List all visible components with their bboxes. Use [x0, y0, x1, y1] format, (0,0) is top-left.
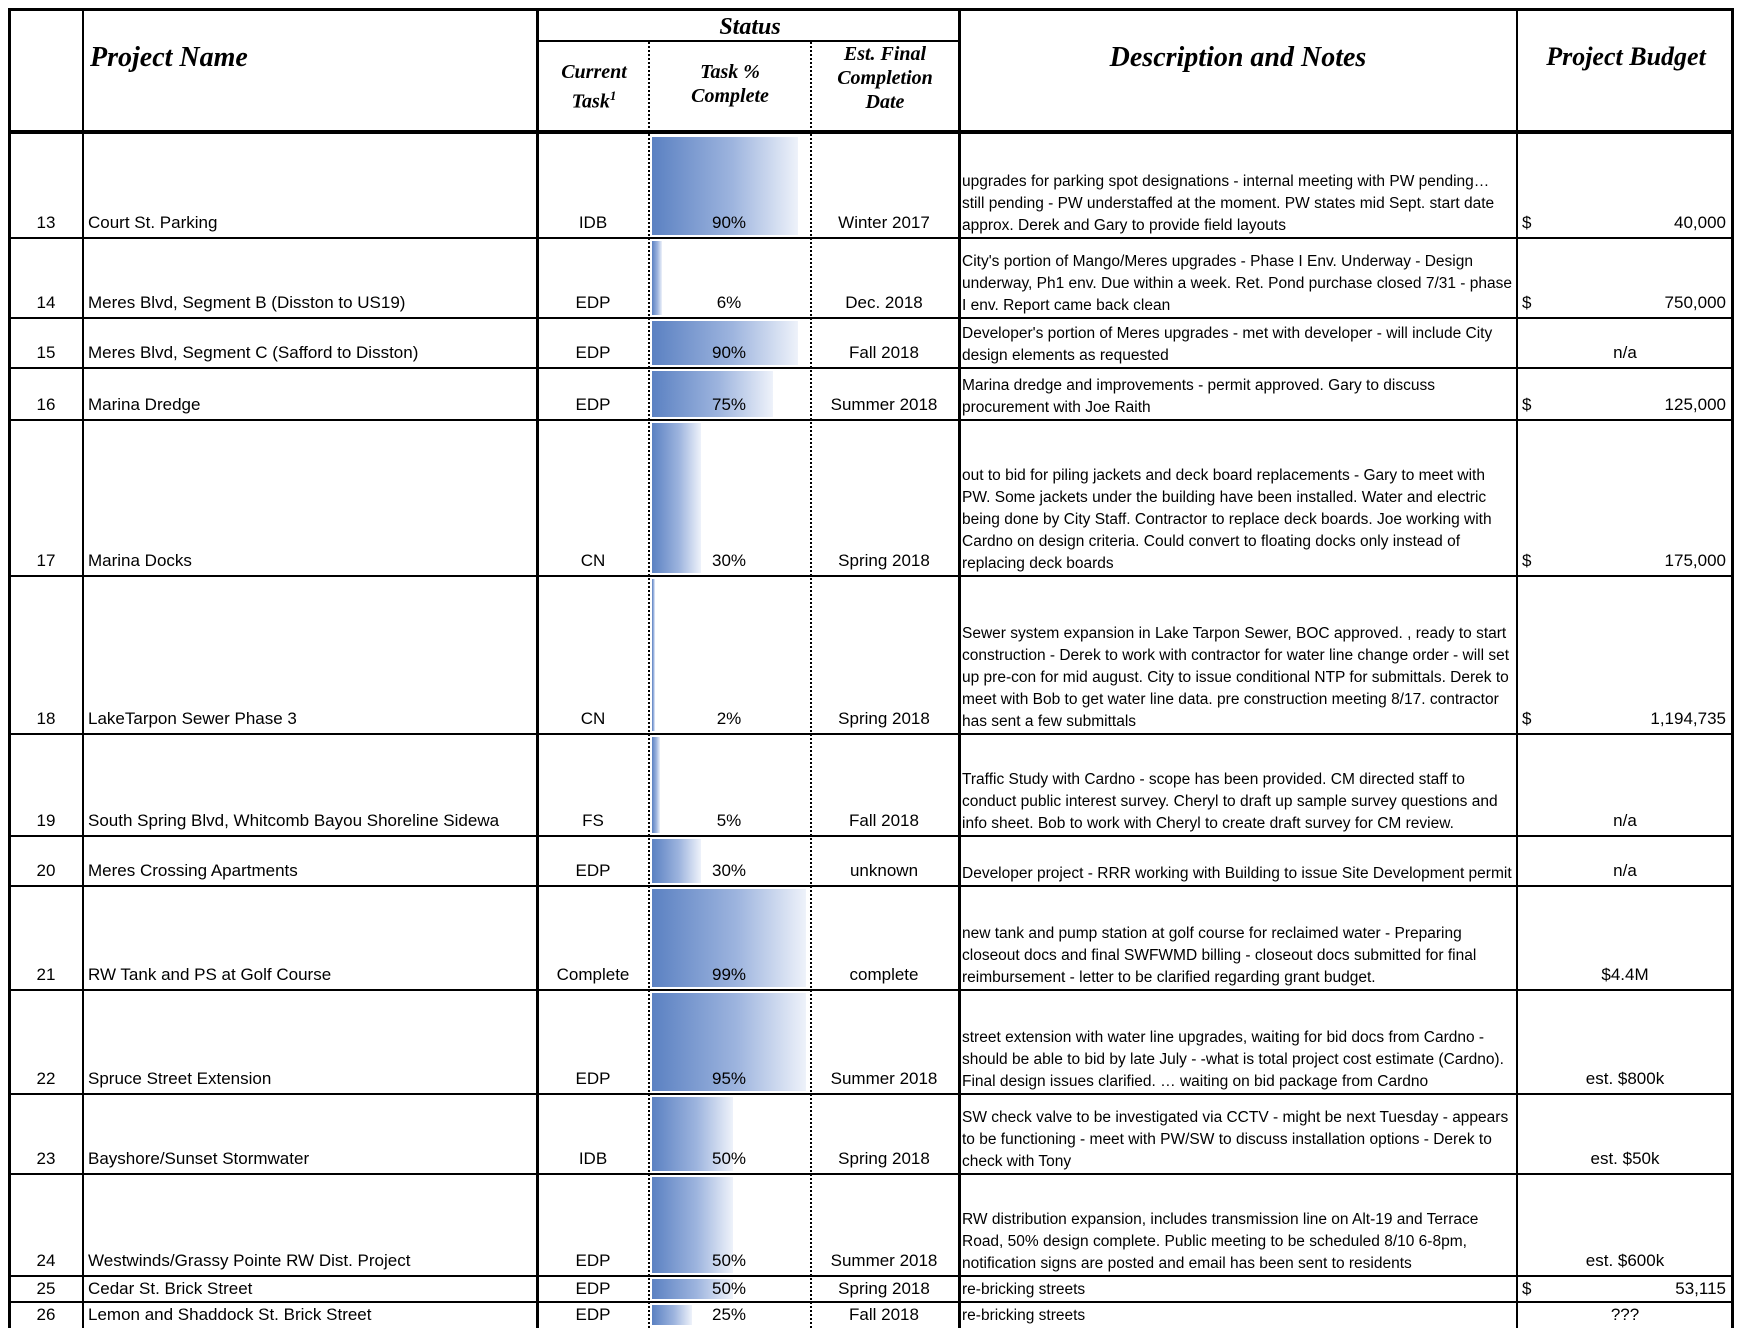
- description-cell: [958, 134, 1516, 238]
- left-border: [8, 8, 11, 1328]
- completion-date-cell: Summer 2018: [830, 1251, 938, 1270]
- row-divider: [8, 367, 1734, 369]
- current-task-cell: EDP: [575, 1251, 611, 1270]
- completion-date-cell: Fall 2018: [849, 343, 919, 362]
- project-name-cell: RW Tank and PS at Golf Course: [88, 965, 332, 984]
- task-percent-cell: 90%: [711, 213, 747, 232]
- row-divider: [8, 835, 1734, 837]
- description-cell: [958, 1174, 1516, 1276]
- budget-value: $4.4M: [1601, 965, 1649, 984]
- header-status: Status: [719, 14, 781, 40]
- completion-date-cell: Dec. 2018: [845, 293, 923, 312]
- row-number: 19: [36, 811, 56, 830]
- description-cell: [958, 576, 1516, 734]
- project-name-cell: South Spring Blvd, Whitcomb Bayou Shoreline Sidewa: [88, 811, 500, 830]
- header-current-task-word: Task: [571, 90, 610, 113]
- project-name-cell: Meres Crossing Apartments: [88, 861, 298, 880]
- completion-date-cell: Fall 2018: [849, 1305, 919, 1324]
- description-text: SW check valve to be investigated via CCTV - might be next Tuesday - appears to be functioning - meet with PW/SW to discuss installation options - Derek to check with Tony: [962, 1109, 1509, 1170]
- budget-value: n/a: [1613, 811, 1637, 830]
- task-percent-cell: 50%: [711, 1279, 747, 1298]
- current-task-cell: EDP: [575, 1279, 611, 1298]
- description-text: Sewer system expansion in Lake Tarpon Sewer, BOC approved. , ready to start construction - Derek to work with contractor for water line change order - will set up pre-con for mid august. City to issue conditional NTP for submittals. Derek to meet with Bob to get water line data. pre construction meeting 8/17. contractor has sent a few submittals: [962, 625, 1510, 730]
- current-task-cell: EDP: [575, 1069, 611, 1088]
- header-current-task-sup: 1: [609, 88, 617, 103]
- current-task-cell: IDB: [578, 213, 608, 232]
- description-text: re-bricking streets: [962, 1307, 1086, 1324]
- description-text: Developer project - RRR working with Building to issue Site Development permit: [962, 865, 1512, 882]
- description-cell: [958, 886, 1516, 990]
- row-divider: [8, 989, 1734, 991]
- current-task-cell: EDP: [575, 861, 611, 880]
- project-name-cell: LakeTarpon Sewer Phase 3: [88, 709, 297, 728]
- project-name-cell: Meres Blvd, Segment C (Safford to Disston): [88, 343, 419, 362]
- description-cell: [958, 1276, 1516, 1302]
- project-name-cell: Marina Dredge: [88, 395, 201, 414]
- task-percent-cell: 5%: [716, 811, 742, 830]
- budget-value: 175,000: [1664, 551, 1726, 570]
- status-underline: [538, 40, 958, 42]
- row-divider: [8, 419, 1734, 421]
- task-percent-cell: 95%: [711, 1069, 747, 1088]
- row-number: 15: [36, 343, 56, 362]
- row-divider: [8, 317, 1734, 319]
- row-number: 23: [36, 1149, 56, 1168]
- top-border: [8, 8, 1734, 11]
- row-number: 16: [36, 395, 56, 414]
- description-cell: [958, 238, 1516, 318]
- desc-col-border: [1516, 8, 1518, 1328]
- completion-date-cell: complete: [849, 965, 919, 984]
- description-text: street extension with water line upgrades, waiting for bid docs from Cardno - should be able to bid by late July - -what is total project cost estimate (Cardno). Final design issues clarified. … waiting on bid package from Cardno: [962, 1029, 1504, 1090]
- header-task-pct: [650, 60, 810, 116]
- completion-date-cell: Summer 2018: [830, 1069, 938, 1088]
- header-current-task-line2: [540, 84, 648, 114]
- task-percent-cell: 30%: [711, 861, 747, 880]
- right-border: [1731, 8, 1734, 1328]
- row-divider: [8, 1093, 1734, 1095]
- budget-currency: $: [1522, 709, 1532, 728]
- description-cell: [958, 1302, 1516, 1328]
- row-divider: [8, 885, 1734, 887]
- row-number: 25: [36, 1279, 56, 1298]
- header-est-final-line1: Est. Final: [843, 43, 927, 65]
- row-number: 20: [36, 861, 56, 880]
- description-cell: [958, 734, 1516, 836]
- current-task-cell: EDP: [575, 293, 611, 312]
- budget-currency: $: [1522, 293, 1532, 312]
- budget-value: n/a: [1613, 861, 1637, 880]
- pct-col-dotted-border: [810, 42, 812, 1328]
- row-number: 13: [36, 213, 56, 232]
- description-text: new tank and pump station at golf course for reclaimed water - Preparing closeout docs and final SWFWMD billing - closeout docs submitted for final reimbursement - letter to be clarified regarding grant budget.: [962, 925, 1477, 986]
- description-cell: [958, 990, 1516, 1094]
- task-col-dotted-border: [648, 42, 650, 1328]
- header-est-final: [812, 42, 958, 122]
- row-number: 14: [36, 293, 56, 312]
- budget-value: est. $800k: [1585, 1069, 1665, 1088]
- budget-value: ???: [1610, 1305, 1640, 1324]
- row-number: 17: [36, 551, 56, 570]
- budget-value: 125,000: [1664, 395, 1726, 414]
- description-text: City's portion of Mango/Meres upgrades - Phase I Env. Underway - Design underway, Ph1 env. Due within a week. Ret. Pond purchase closed 7/31 - phase I env. Report came back clean: [962, 253, 1513, 314]
- project-name-cell: Meres Blvd, Segment B (Disston to US19): [88, 293, 406, 312]
- project-name-cell: Spruce Street Extension: [88, 1069, 272, 1088]
- budget-currency: $: [1522, 213, 1532, 232]
- current-task-cell: Complete: [556, 965, 630, 984]
- current-task-cell: CN: [580, 709, 606, 728]
- row-number: 26: [36, 1305, 56, 1324]
- current-task-cell: EDP: [575, 1305, 611, 1324]
- task-percent-cell: 2%: [716, 709, 742, 728]
- task-percent-cell: 50%: [711, 1149, 747, 1168]
- header-budget: Project Budget: [1546, 42, 1706, 71]
- row-divider: [8, 1275, 1734, 1277]
- completion-date-cell: Summer 2018: [830, 395, 938, 414]
- budget-currency: $: [1522, 551, 1532, 570]
- task-percent-cell: 75%: [711, 395, 747, 414]
- budget-value: 53,115: [1675, 1279, 1726, 1298]
- header-current-task: [540, 60, 648, 116]
- description-text: out to bid for piling jackets and deck board replacements - Gary to meet with PW. Some jackets under the building have been installed. Water and electric being done by City Staff. Contractor to replace deck boards. Joe working with Cardno on design criteria. Could convert to floating docks only instead of replacing deck boards: [962, 467, 1492, 572]
- project-name-cell: Marina Docks: [88, 551, 192, 570]
- description-cell: [958, 318, 1516, 368]
- budget-value: est. $50k: [1590, 1149, 1660, 1168]
- completion-date-cell: Spring 2018: [838, 551, 930, 570]
- description-cell: [958, 836, 1516, 886]
- task-percent-cell: 30%: [711, 551, 747, 570]
- project-name-cell: Lemon and Shaddock St. Brick Street: [88, 1305, 372, 1324]
- task-percent-cell: 50%: [711, 1251, 747, 1270]
- current-task-cell: FS: [582, 811, 604, 830]
- completion-date-cell: Spring 2018: [838, 1279, 930, 1298]
- budget-value: 40,000: [1674, 213, 1726, 232]
- num-col-border: [82, 8, 84, 1328]
- row-divider: [8, 733, 1734, 735]
- project-name-cell: Cedar St. Brick Street: [88, 1279, 253, 1298]
- header-task-pct-line1: Task %: [700, 61, 760, 83]
- task-percent-cell: 6%: [716, 293, 742, 312]
- current-task-cell: EDP: [575, 395, 611, 414]
- completion-date-cell: unknown: [849, 861, 919, 880]
- row-divider: [8, 575, 1734, 577]
- description-text: Marina dredge and improvements - permit approved. Gary to discuss procurement with Joe Raith: [962, 377, 1435, 416]
- header-est-final-line2: Completion: [837, 67, 933, 89]
- project-name-cell: Bayshore/Sunset Stormwater: [88, 1149, 310, 1168]
- row-number: 18: [36, 709, 56, 728]
- header-task-pct-line2: Complete: [691, 85, 769, 107]
- project-name-cell: Westwinds/Grassy Pointe RW Dist. Project: [88, 1251, 411, 1270]
- row-divider: [8, 1173, 1734, 1175]
- completion-date-cell: Fall 2018: [849, 811, 919, 830]
- name-col-border: [536, 8, 539, 1328]
- date-col-border: [958, 8, 961, 1328]
- current-task-cell: IDB: [578, 1149, 608, 1168]
- task-percent-cell: 25%: [711, 1305, 747, 1324]
- header-current-task-line1: Current: [561, 61, 627, 83]
- budget-value: n/a: [1613, 343, 1637, 362]
- row-divider: [8, 237, 1734, 239]
- budget-value: est. $600k: [1585, 1251, 1665, 1270]
- row-number: 22: [36, 1069, 56, 1088]
- description-cell: [958, 1094, 1516, 1174]
- row-number: 21: [36, 965, 56, 984]
- task-percent-cell: 99%: [711, 965, 747, 984]
- completion-date-cell: Spring 2018: [838, 709, 930, 728]
- description-cell: [958, 420, 1516, 576]
- completion-date-cell: Spring 2018: [838, 1149, 930, 1168]
- description-text: RW distribution expansion, includes transmission line on Alt-19 and Terrace Road, 50% design complete. Public meeting to be scheduled 8/10 6-8pm, notification signs are posted and email has been sent to residents: [962, 1211, 1479, 1272]
- description-cell: [958, 368, 1516, 420]
- current-task-cell: CN: [580, 551, 606, 570]
- header-description: Description and Notes: [1109, 42, 1367, 73]
- description-text: upgrades for parking spot designations - internal meeting with PW pending… still pending - PW understaffed at the moment. PW states mid Sept. start date approx. Derek and Gary to provide field layouts: [962, 173, 1495, 234]
- row-divider: [8, 1301, 1734, 1303]
- project-name-cell: Court St. Parking: [88, 213, 218, 232]
- row-number: 24: [36, 1251, 56, 1270]
- budget-currency: $: [1522, 395, 1532, 414]
- description-text: Developer's portion of Meres upgrades - met with developer - will include City design elements as requested: [962, 325, 1493, 364]
- budget-currency: $: [1522, 1279, 1532, 1298]
- description-text: re-bricking streets: [962, 1281, 1086, 1298]
- budget-value: 750,000: [1664, 293, 1726, 312]
- task-percent-cell: 90%: [711, 343, 747, 362]
- header-bottom-border: [8, 130, 1734, 134]
- current-task-cell: EDP: [575, 343, 611, 362]
- description-text: Traffic Study with Cardno - scope has been provided. CM directed staff to conduct public interest survey. Cheryl to draft up sample survey questions and info sheet. Bob to work with Cheryl to create draft survey for CM review.: [962, 771, 1498, 832]
- completion-date-cell: Winter 2017: [838, 213, 930, 232]
- header-est-final-line3: Date: [865, 91, 905, 113]
- header-project-name: Project Name: [90, 42, 248, 73]
- budget-value: 1,194,735: [1650, 709, 1726, 728]
